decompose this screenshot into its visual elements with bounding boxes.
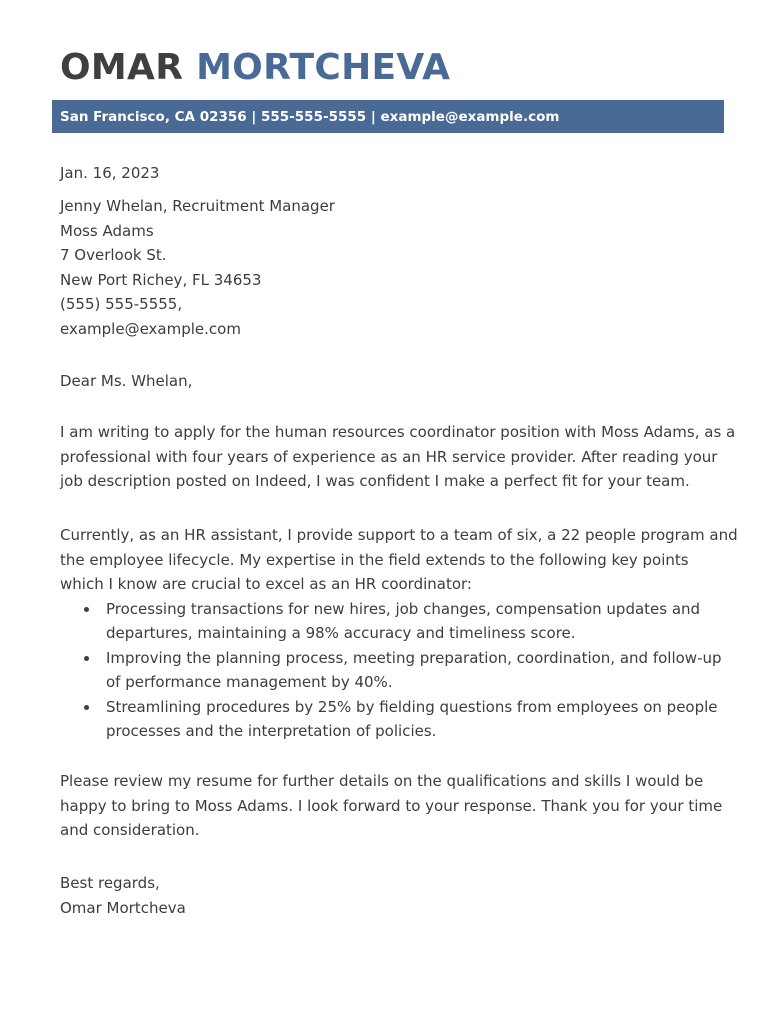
closing-line: Best regards, — [60, 874, 160, 892]
paragraph-line: professional with four years of experience as an HR service provider. After reading your — [60, 447, 718, 466]
list-item — [60, 646, 730, 695]
paragraph-line: job description posted on Indeed, I was confident I make a perfect fit for your team. — [60, 472, 690, 490]
letter-date — [60, 161, 730, 186]
list-item — [60, 695, 730, 744]
bullet-line: of performance management by 40%. — [106, 673, 393, 691]
recipient-email: example@example.com — [60, 319, 241, 338]
paragraph-line: Currently, as an HR assistant, I provide support to a team of six, a 22 people program and — [60, 526, 738, 544]
applicant-first-name: OMAR — [60, 47, 184, 88]
list-item — [60, 597, 730, 646]
date-line: Jan. 16, 2023 — [60, 164, 160, 182]
paragraph-line: and consideration. — [60, 821, 200, 839]
paragraph-closing — [60, 769, 730, 843]
signoff-block — [60, 871, 730, 920]
recipient-street: 7 Overlook St. — [60, 246, 167, 264]
bullet-line: departures, maintaining a 98% accuracy and timeliness score. — [106, 624, 576, 642]
applicant-last-name: MORTCHEVA — [196, 47, 451, 88]
recipient-city-state: New Port Richey, FL 34653 — [60, 270, 262, 289]
recipient-block — [60, 194, 730, 341]
salutation-line: Dear Ms. Whelan, — [60, 372, 193, 390]
paragraph-intro — [60, 420, 736, 494]
paragraph-line: I am writing to apply for the human resources coordinator position with Moss Adams, as a — [60, 423, 736, 441]
recipient-name-title: Jenny Whelan, Recruitment Manager — [60, 197, 335, 215]
applicant-name — [60, 46, 450, 90]
bullet-line: Improving the planning process, meeting preparation, coordination, and follow-up — [106, 648, 722, 667]
contact-bar: San Francisco, CA 02356 | 555-555-5555 | example@example.com — [52, 100, 724, 133]
paragraph-line: Please review my resume for further details on the qualifications and skills I would be — [60, 772, 704, 790]
recipient-company: Moss Adams — [60, 221, 154, 240]
key-points-list — [60, 597, 730, 744]
salutation — [60, 369, 730, 394]
bullet-line: Processing transactions for new hires, job changes, compensation updates and — [106, 599, 701, 618]
paragraph-line: the employee lifecycle. My expertise in the field extends to the following key points — [60, 550, 689, 569]
signature-name: Omar Mortcheva — [60, 898, 186, 917]
recipient-phone: (555) 555-5555, — [60, 295, 183, 313]
paragraph-experience — [60, 523, 738, 744]
bullet-line: processes and the interpretation of policies. — [106, 722, 437, 740]
bullet-line: Streamlining procedures by 25% by fielding questions from employees on people — [106, 697, 718, 716]
paragraph-line: which I know are crucial to excel as an HR coordinator: — [60, 575, 472, 593]
paragraph-line: happy to bring to Moss Adams. I look forward to your response. Thank you for your time — [60, 796, 723, 815]
